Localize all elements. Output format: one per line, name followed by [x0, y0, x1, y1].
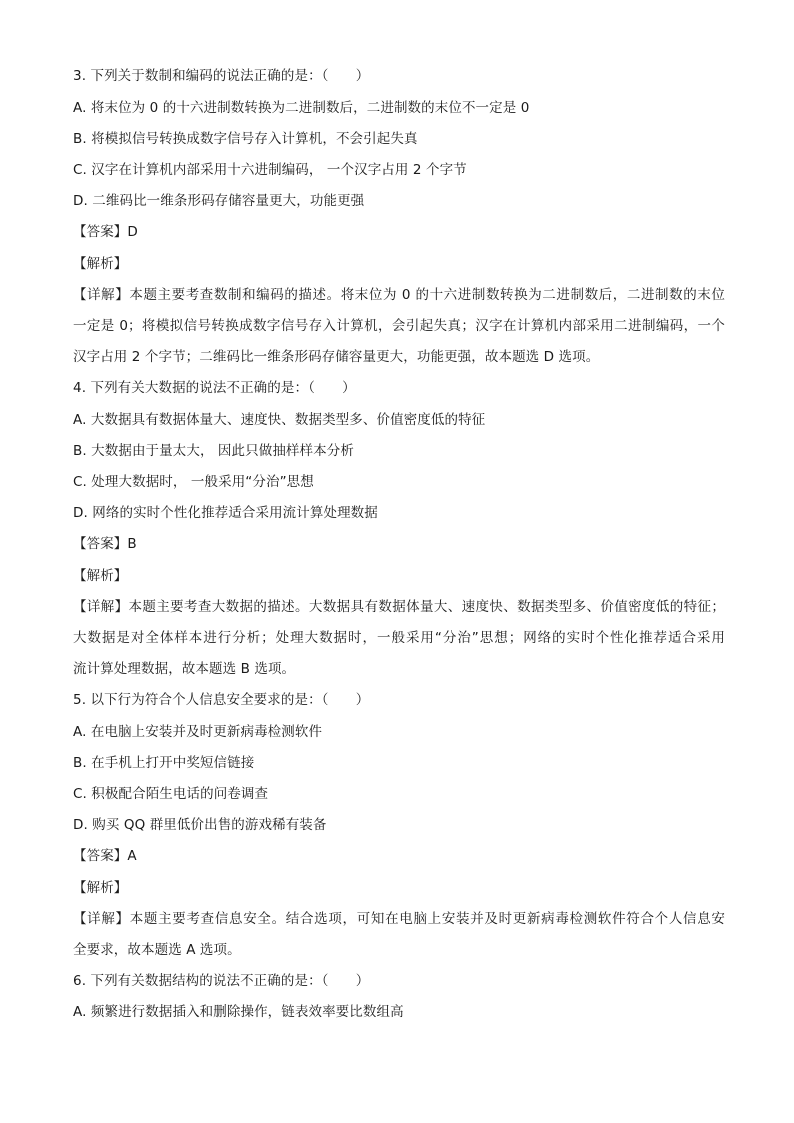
question-5-option-b: B. 在手机上打开中奖短信链接: [73, 755, 255, 771]
question-5-detail-line: 【详解】本题主要考查信息安全。结合选项，可知在电脑上安装并及时更新病毒检测软件符合个人信息安: [73, 911, 725, 927]
question-4-detail-line: 大数据是对全体样本进行分析；处理大数据时，一般采用“分治”思想；网络的实时个性化推荐适合采用: [73, 630, 725, 646]
question-6-stem: 6. 下列有关数据结构的说法不正确的是：（ ）: [73, 973, 370, 989]
question-5-option-a: A. 在电脑上安装并及时更新病毒检测软件: [73, 724, 323, 740]
question-6-option-a: A. 频繁进行数据插入和删除操作，链表效率要比数组高: [73, 1004, 404, 1020]
question-3-option-b: B. 将模拟信号转换成数字信号存入计算机，不会引起失真: [73, 131, 418, 147]
question-4-option-d: D. 网络的实时个性化推荐适合采用流计算处理数据: [73, 505, 378, 521]
question-3-detail-line: 【详解】本题主要考查数制和编码的描述。将末位为 0 的十六进制数转换为二进制数后，二进制数的末位: [73, 287, 725, 303]
question-3-option-a: A. 将末位为 0 的十六进制数转换为二进制数后，二进制数的末位不一定是 0: [73, 100, 530, 116]
question-5-option-c: C. 积极配合陌生电话的问卷调查: [73, 786, 269, 802]
question-3-option-c: C. 汉字在计算机内部采用十六进制编码， 一个汉字占用 2 个字节: [73, 162, 467, 178]
question-4-analysis-label: 【解析】: [73, 568, 128, 584]
question-5-stem: 5. 以下行为符合个人信息安全要求的是：（ ）: [73, 692, 370, 708]
question-4-option-c: C. 处理大数据时， 一般采用“分治”思想: [73, 474, 314, 490]
question-3-analysis-label: 【解析】: [73, 256, 128, 272]
question-4-detail-line: 流计算处理数据，故本题选 B 选项。: [73, 661, 296, 677]
question-3-stem: 3. 下列关于数制和编码的说法正确的是：（ ）: [73, 68, 370, 84]
question-4-option-a: A. 大数据具有数据体量大、速度快、数据类型多、价值密度低的特征: [73, 412, 486, 428]
question-4-stem: 4. 下列有关大数据的说法不正确的是：（ ）: [73, 380, 356, 396]
question-3-option-d: D. 二维码比一维条形码存储容量更大，功能更强: [73, 193, 365, 209]
question-5-detail-line: 全要求，故本题选 A 选项。: [73, 942, 241, 958]
question-4-detail-line: 【详解】本题主要考查大数据的描述。大数据具有数据体量大、速度快、数据类型多、价值密度低的特征；: [73, 599, 725, 615]
question-5-option-d: D. 购买 QQ 群里低价出售的游戏稀有装备: [73, 817, 327, 833]
question-4-option-b: B. 大数据由于量太大， 因此只做抽样样本分析: [73, 443, 354, 459]
question-5-answer: 【答案】A: [73, 848, 137, 864]
question-3-answer: 【答案】D: [73, 224, 138, 240]
question-3-detail-line: 一定是 0；将模拟信号转换成数字信号存入计算机，会引起失真；汉字在计算机内部采用二进制编码，一个: [73, 318, 725, 334]
question-4-answer: 【答案】B: [73, 536, 137, 552]
question-3-detail-line: 汉字占用 2 个字节；二维码比一维条形码存储容量更大，功能更强，故本题选 D 选项。: [73, 349, 600, 365]
question-5-analysis-label: 【解析】: [73, 880, 128, 896]
